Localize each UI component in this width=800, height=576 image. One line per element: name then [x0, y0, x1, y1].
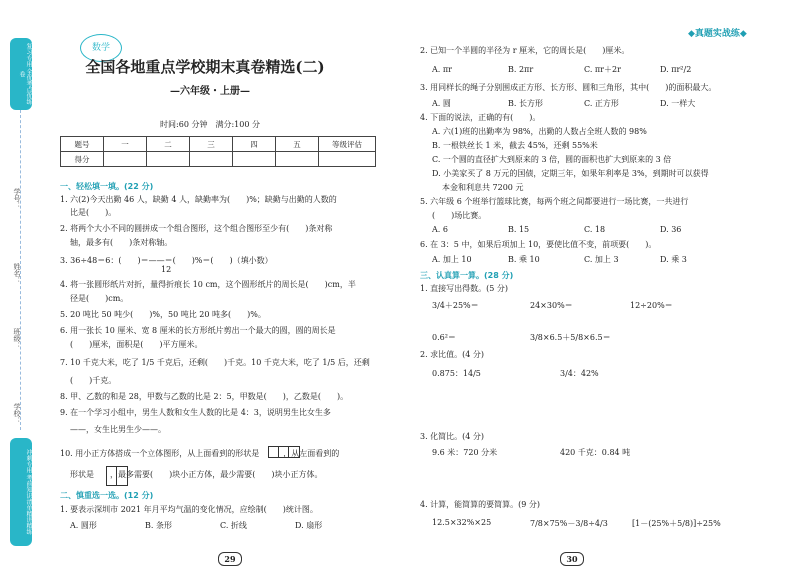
table-header-cell: 等级评估 [319, 137, 376, 152]
sidebar-label-name: 姓名： [13, 263, 21, 284]
choice-4-option-b[interactable]: B. 一根铁丝长 1 米，截去 45%，还剩 55%米 [432, 141, 598, 150]
option-b[interactable]: B. 2πr [508, 65, 534, 74]
calc-question-2: 2. 求比值。(4 分) [420, 350, 485, 359]
question-3: 3. 36÷48＝6：( )＝——＝( )%＝( )（填小数） [60, 256, 273, 265]
top-view-shape [268, 446, 300, 458]
choice-question-2: 2. 已知一个半圆的半径为 r 厘米，它的周长是( )厘米。 [420, 46, 630, 55]
score-table [60, 136, 376, 167]
table-cell: 得分 [61, 152, 104, 167]
option-d[interactable]: D. πr²/2 [660, 65, 692, 74]
option-c[interactable]: C. 正方形 [584, 99, 619, 108]
question-2: 2. 将两个大小不同的圆拼成一个组合图形，这个组合图形至少有( )条对称 [60, 224, 333, 233]
ratio-item: 0.875：14/5 [432, 369, 481, 378]
choice-question-4: 4. 下面的说法，正确的有( )。 [420, 113, 541, 122]
section-badge: ◆真题实战练◆ [688, 29, 747, 39]
question-4: 4. 将一张圆形纸片对折，量得折痕长 10 cm，这个圆形纸片的周长是( )cm，半 [60, 280, 356, 289]
question-9-cont: ——，女生比男生少——。 [70, 425, 166, 434]
grade-label: —六年级・上册— [170, 86, 250, 97]
calc-question-4: 4. 计算，能简算的要简算。(9 分) [420, 500, 541, 509]
option-d[interactable]: D. 乘 3 [660, 255, 687, 264]
table-header-cell: 题号 [61, 137, 104, 152]
question-7: 7. 10 千克大米，吃了 1/5 千克后，还剩( )千克。10 千克大米，吃了 1/5 后，还剩 [60, 358, 370, 367]
score-table-row [61, 152, 376, 167]
choice-4-option-c[interactable]: C. 一个圆的直径扩大到原来的 3 倍，圆的面积也扩大到原来的 3 倍 [432, 155, 672, 164]
calc-1-item: 3/8×6.5＋5/8×6.5＝ [530, 333, 611, 342]
option-b[interactable]: B. 乘 10 [508, 255, 540, 264]
simplify-item: 420 千克：0.84 吨 [560, 448, 631, 457]
sidebar-top-box: 复习专用 全优考点优练卷 [10, 38, 32, 110]
compute-item: 12.5×32%×25 [432, 518, 492, 527]
table-header-cell: 二 [147, 137, 190, 152]
sidebar-label-student-id: 学号： [13, 188, 21, 209]
choice-6-options [432, 254, 736, 265]
sidebar-bottom-box: 冲刺专用 考前知识清单精讲精练 [10, 438, 32, 546]
choice-question-6: 6. 在 3：5 中，如果后项加上 10，要使比值不变，前项要( )。 [420, 240, 657, 249]
question-3-denominator: 12 [161, 265, 172, 274]
option-c[interactable]: C. πr＋2r [584, 65, 621, 74]
table-header-cell: 三 [190, 137, 233, 152]
table-header-cell: 五 [276, 137, 319, 152]
option-b[interactable]: B. 长方形 [508, 99, 543, 108]
table-header-cell: 四 [233, 137, 276, 152]
score-table-header-row [61, 137, 376, 152]
question-6: 6. 用一张长 10 厘米、宽 8 厘米的长方形纸片剪出一个最大的圆，圆的周长是 [60, 326, 336, 335]
calc-1-item: 0.6²＝ [432, 333, 456, 342]
calc-question-1: 1. 直接写出得数。(5 分) [420, 284, 509, 293]
grid-cell-line [278, 447, 279, 457]
option-a[interactable]: A. 6 [432, 225, 448, 234]
ratio-item: 3/4：42% [560, 369, 599, 378]
question-10: 10. 用小正方体搭成一个立体图形，从上面看到的形状是 ，从左面看到的 [60, 449, 340, 458]
table-header-cell: 一 [104, 137, 147, 152]
question-8: 8. 甲、乙数的和是 28，甲数与乙数的比是 2：5，甲数是( )，乙数是( )。 [60, 392, 349, 401]
table-cell[interactable] [147, 152, 190, 167]
choice-1-options [70, 520, 370, 531]
time-score-info: 时间:60 分钟 满分:100 分 [160, 120, 260, 129]
option-b[interactable]: B. 15 [508, 225, 530, 234]
question-5: 5. 20 吨比 50 吨少( )%，50 吨比 20 吨多( )%。 [60, 310, 266, 319]
question-6-cont: ( )厘米，面积是( )平方厘米。 [70, 340, 203, 349]
choice-4-option-a[interactable]: A. 六(1)班的出勤率为 98%，出勤的人数占全班人数的 98% [432, 127, 647, 136]
page-title: 全国各地重点学校期末真卷精选(二) [85, 58, 325, 76]
choice-question-3: 3. 用同样长的绳子分别围成正方形、长方形、圆和三角形，其中( )的面积最大。 [420, 83, 717, 92]
section-2-heading: 二、慎重选一选。(12 分) [60, 491, 154, 500]
option-a[interactable]: A. 加上 10 [432, 255, 472, 264]
table-cell[interactable] [104, 152, 147, 167]
simplify-item: 9.6 米：720 分米 [432, 448, 498, 457]
question-10-cont: 形状是 ，最多需要( )块小正方体，最少需要( )块小正方体。 [70, 470, 323, 479]
choice-4-option-d[interactable]: D. 小美家买了 8 万元的国债，定期三年，如果年利率是 3%，到期时可以获得 [432, 169, 709, 178]
option-a[interactable]: A. 圆形 [70, 521, 97, 530]
option-a[interactable]: A. 圆 [432, 99, 451, 108]
option-b[interactable]: B. 条形 [145, 521, 172, 530]
table-cell[interactable] [190, 152, 233, 167]
choice-question-5: 5. 六年级 6 个班举行篮球比赛，每两个班之间都要进行一场比赛，一共进行 [420, 197, 689, 206]
page-number-left: 29 [218, 552, 242, 566]
question-7-cont: ( )千克。 [70, 376, 117, 385]
question-1: 1. 六(2)今天出勤 46 人，缺勤 4 人，缺勤率为( )%；缺勤与出勤的人数的 [60, 195, 337, 204]
compute-item: 7/8×75%－3/8÷4/3 [530, 519, 608, 528]
table-cell[interactable] [233, 152, 276, 167]
question-9: 9. 在一个学习小组中，男生人数和女生人数的比是 4：3，说明男生比女生多 [60, 408, 331, 417]
grid-cell-line [288, 447, 289, 457]
option-c[interactable]: C. 加上 3 [584, 255, 619, 264]
question-1-cont: 比是( )。 [70, 208, 117, 217]
table-cell[interactable] [276, 152, 319, 167]
choice-4-option-d-cont: 本金和利息共 7200 元 [442, 183, 524, 192]
section-3-heading: 三、认真算一算。(28 分) [420, 271, 514, 280]
option-a[interactable]: A. πr [432, 65, 452, 74]
table-cell[interactable] [319, 152, 376, 167]
question-4-cont: 径是( )cm。 [70, 294, 129, 303]
sidebar-label-school: 学校： [13, 403, 21, 424]
option-d[interactable]: D. 36 [660, 225, 682, 234]
option-d[interactable]: D. 一样大 [660, 99, 696, 108]
calc-question-3: 3. 化简比。(4 分) [420, 432, 485, 441]
choice-question-1: 1. 要表示深圳市 2021 年月平均气温的变化情况，应绘制( )统计图。 [60, 505, 318, 514]
calc-1-item: 24×30%＝ [530, 301, 573, 310]
option-c[interactable]: C. 18 [584, 225, 606, 234]
calc-1-item: 3/4＋25%＝ [432, 301, 479, 310]
option-d[interactable]: D. 扇形 [295, 521, 323, 530]
question-2-cont: 轴，最多有( )条对称轴。 [70, 238, 173, 247]
grid-cell-line [116, 467, 117, 485]
page-number-right: 30 [560, 552, 584, 566]
subject-stamp: 数学 [80, 34, 122, 62]
choice-question-5-cont: ( )场比赛。 [432, 211, 487, 220]
calc-1-item: 12÷20%＝ [630, 301, 673, 310]
choice-2-options [432, 64, 736, 75]
option-c[interactable]: C. 折线 [220, 521, 247, 530]
choice-3-options [432, 98, 736, 109]
binding-sidebar [8, 38, 34, 550]
choice-5-options [432, 225, 736, 234]
left-view-shape [106, 466, 128, 486]
compute-item: [1－(25%＋5/8)]÷25% [632, 519, 721, 528]
sidebar-label-class: 班级： [13, 328, 21, 349]
section-1-heading: 一、轻松填一填。(22 分) [60, 182, 154, 191]
